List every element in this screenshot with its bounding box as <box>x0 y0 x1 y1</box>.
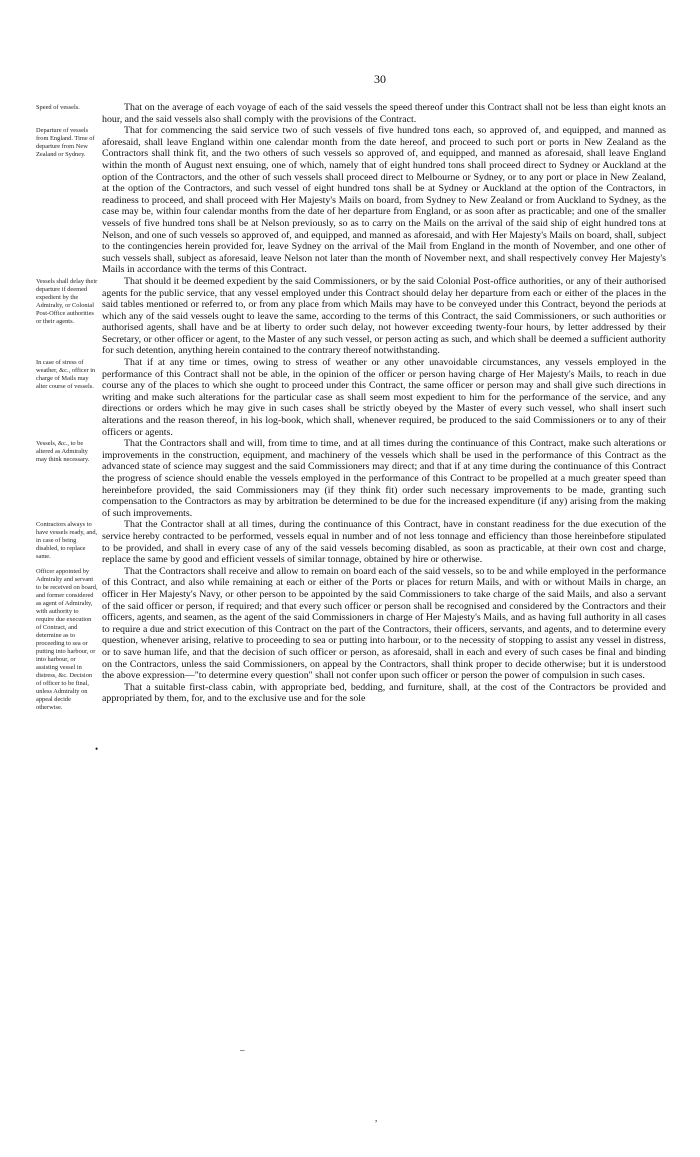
section-alterations <box>36 438 666 519</box>
paragraph: That a suitable first-class cabin, with appropriate bed, bedding, and furniture, shall, at the cost of the Contractors be provided and appropriated by them, for, and to the exclusive use and for the sole <box>102 681 666 705</box>
section-speed-of-vessels <box>36 102 666 125</box>
section-delay-departure <box>36 276 666 357</box>
paragraph: That the Contractors shall and will, from time to time, and at all times during the continuance of this Contract, make such alterations or improvements in the construction, equipment, and machinery of the vessels which shall be used in the performance of this Contract as the advanced state of science may suggest and the said Commissioners may direct; and that if at any time during the continuance of this Contract the progress of science should enable the vessels employed in the performance of this Contract to be propelled at a much greater speed than hereinbefore provided, the said Commissioners may (if they think fit) order such necessary improvements to be made, granting such compensation to the Contractors as may by arbitration be determined to be due for the increased expenditure (if any) arising from the making of such improvements. <box>102 438 666 519</box>
section-text <box>98 125 666 276</box>
paragraph: That should it be deemed expedient by the said Commissioners, or by the said Colonial Post-office authorities, or any of their authorised agents for the public service, that any vessel employed under this Contract should delay her departure from each or either of the places in the said tables mentioned or referred to, or from any place from which Mails may have to be conveyed under this Contract, beyond the periods at which any of the said vessels ought to leave the same, according to the terms of this Contract, the said Commissioners, or such authorities or authorised agents, shall have and be at liberty to order such delay, not however exceeding twenty-four hours, by letter addressed by their Secretary, or other officer or agent, to the Master of any such vessel, or person acting as such, and which shall be deemed a sufficient authority for such detention, anything herein contained to the contrary thereof notwithstanding. <box>102 275 666 357</box>
section-stress-of-weather <box>36 357 666 438</box>
page-number: 30 <box>374 72 386 86</box>
margin-note: Vessels, &c., to be altered as Admiralty may think necessary. <box>36 440 90 464</box>
section-officer-appointed <box>36 566 666 712</box>
paragraph: That the Contractor shall at all times, during the continuance of this Contract, have in constant readiness for the due execution of the service hereby contracted to be performed, vessels equal in number and of not less tonnage and efficiency than those hereinbefore stipulated to be provided, and shall in every case of any of the said vessels becoming disabled, as soon as practicable, at their own cost and charge, replace the same by good and efficient vessels of similar tonnage, obtained by hire or otherwise. <box>102 519 666 566</box>
stray-mark-comma: , <box>375 1113 378 1123</box>
section-text <box>98 566 666 705</box>
margin-note: Speed of vessels. <box>36 104 80 111</box>
paragraph: That on the average of each voyage of each of the said vessels the speed thereof under this Contract shall not be less than eight knots an hour, and the said vessels also shall comply with the provisions of the Contract. <box>102 102 666 125</box>
section-text <box>98 519 666 565</box>
section-departure <box>36 125 666 276</box>
stray-mark-dash: – <box>240 1045 245 1055</box>
margin-note: Departure of vessels from England. Time of departure from New Zealand or Sydney. <box>36 127 95 159</box>
section-text <box>98 102 666 125</box>
section-text <box>98 438 666 519</box>
document-body <box>36 102 666 712</box>
margin-note: Vessels shall delay their departure if deemed expedient by the Admiralty, or Colonial Post-Office authorities or their agents. <box>36 277 98 325</box>
paragraph: That the Contractors shall receive and allow to remain on board each of the said vessels, so to be and while employed in the performance of this Contract, and also while remaining at each or either of the Ports or places for return Mails, and with or without Mails in charge, an officer in Her Majesty's Navy, or other person to be appointed by the said Commissioners to take charge of the said Mails, and also a servant of the said officer or person, if required; and that every such officer or person shall be recognised and considered by the Contractors and their officers, agents, and seamen, as the agent of the said Commissioners in charge of Her Majesty's Mails, and as having full authority in all cases to require a due and strict execution of this Contract on the part of the Contractors, their officers, servants, and agents, and to determine every question, whenever arising, relative to proceeding to sea or putting into harbour, or to the necessity of stopping to assist any vessel in distress, or to save human life, and that the decision of such officer or person, as aforesaid, shall in each and every of such cases be final and binding on the Contractors, unless the said Commissioners, on appeal by the Contractors, shall think proper to decide otherwise; but it is understood the above expression—"to determine every question" shall not confer upon such officer or person the power of compulsion in such cases. <box>102 565 666 682</box>
margin-note: Officer appointed by Admiralty and servant to be received on board, and former considered as agent of Admiralty, with authority to require due execution of Contract, and determine as to proceeding to sea or putting into harbour, or into harbour, or assisting vessel in distress, &c. Decision of officer to be final, unless Admiralty on appeal decide otherwise. <box>36 567 98 711</box>
section-text <box>98 357 666 438</box>
section-text <box>98 276 666 357</box>
stray-mark-dot: • <box>95 744 99 754</box>
section-vessels-ready <box>36 519 666 565</box>
margin-note: In case of stress of weather, &c., officer in charge of Mails may alter course of vessels. <box>36 359 96 391</box>
paragraph: That if at any time or times, owing to stress of weather or any other unavoidable circumstances, any vessels employed in the performance of this Contract shall not be able, in the opinion of the officer or person having charge of Her Majesty's Mails, to reach in due course any of the places to which she ought to proceed under this Contract, the same officer or person may and shall give such directions in writing and make such alterations for the particular case as shall seem most expedient to him for the performance of the service, and any directions or orders which he may give in such cases shall be strictly obeyed by the Master of every such vessel, who shall insert such alterations and the reason thereof, in his log-book, which shall, whenever required, be produced to the said Commissioners or to any of their officers or agents. <box>102 357 666 438</box>
margin-note: Contractors always to have vessels ready, and, in case of being disabled, to replace same. <box>36 521 98 561</box>
paragraph: That for commencing the said service two of such vessels of five hundred tons each, so approved of, and equipped, and manned as aforesaid, shall leave England within one calendar month from the date hereof, and proceed to such port or ports in New Zealand as the Contractors shall think fit, and the two others of such vessels so approved of, and equipped, and manned as aforesaid, shall leave England within the month of August next ensuing, one of which, namely that of eight hundred tons shall proceed direct to Sydney or Auckland at the option of the Contractors, and the other of such vessels shall proceed direct to Melbourne or Sydney, or to any port or place in New Zealand, at the option of the Contractors, and such vessel of eight hundred tons shall be at Sydney or Auckland at the option of the Contractors, in readiness to proceed, and shall proceed with Her Majesty's Mails on board, from Sydney to New Zealand or from Auckland to Sydney, as the case may be, within four calendar months from the date of her departure from England, or as soon after as practicable; and one of the smaller vessels of five hundred tons shall be at Nelson previously, so as to carry on the Mails on the arrival of the said ship of eight hundred tons at Nelson, and one of such vessels so approved of, and equipped, and manned as aforesaid, and with Her Majesty's Mails on board, shall, subject to the contingencies herein provided for, leave Sydney on the arrival of the Mail from England in the month of November, and one other of such vessels shall, subject as aforesaid, leave Nelson not later than the month of November next, and shall respectively convey Her Majesty's Mails in accordance with the terms of this Contract. <box>102 125 666 276</box>
